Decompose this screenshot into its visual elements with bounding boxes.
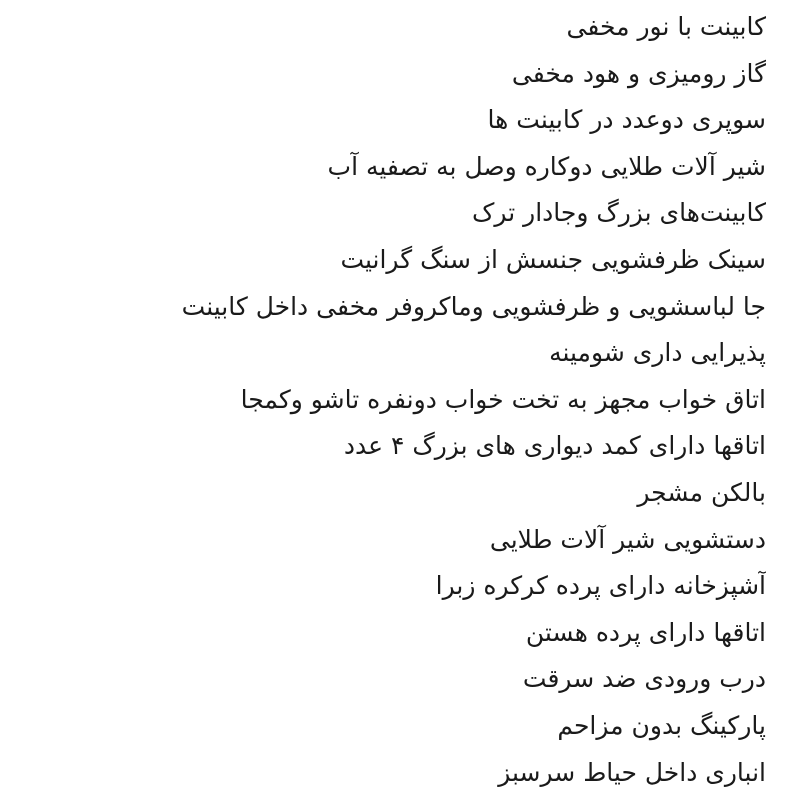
feature-line: پذیرایی داری شومینه <box>549 338 766 368</box>
feature-line: آشپزخانه دارای پرده کرکره زبرا <box>435 571 766 601</box>
feature-line: سینک ظرفشویی جنسش از سنگ گرانیت <box>340 244 766 274</box>
feature-line: گاز رومیزی و هود مخفی <box>511 58 766 88</box>
feature-line: شیر آلات طلایی دوکاره وصل به تصفیه آب <box>327 151 766 181</box>
feature-line: کابینت‌های بزرگ وجادار ترک <box>472 198 766 228</box>
feature-line: کابینت با نور مخفی <box>566 12 766 41</box>
feature-line: بالکن مشجر <box>637 477 766 507</box>
feature-line: درب ورودی ضد سرقت <box>522 664 766 694</box>
feature-line: انباری داخل حیاط سرسبز <box>498 757 766 787</box>
feature-line: اتاقها دارای پرده هستن <box>525 617 766 647</box>
feature-line: اتاقها دارای کمد دیواری های بزرگ ۴ عدد <box>343 431 766 461</box>
feature-list <box>0 4 766 796</box>
feature-line: جا لباسشویی و ظرفشویی وماکروفر مخفی داخل کابینت <box>181 291 766 321</box>
feature-line: سوپری دوعدد در کابینت ها <box>487 105 766 135</box>
feature-line: دستشویی شیر آلات طلایی <box>489 524 766 554</box>
feature-line: اتاق خواب مجهز به تخت خواب دونفره تاشو وکمجا <box>240 384 766 414</box>
feature-line: پارکینگ بدون مزاحم <box>557 710 766 740</box>
